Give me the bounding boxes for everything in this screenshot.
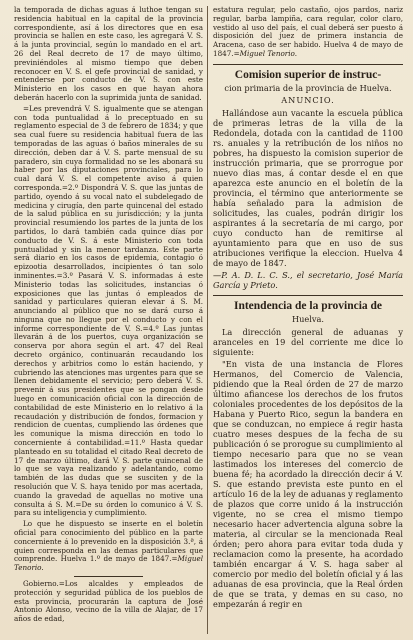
signature: =Miguel Tenorio. [233,48,297,58]
anuncio-label: ANUNCIO. [281,94,335,105]
description-text: estatura regular, pelo castaño, ojos pardos, nariz regular, barba lampiña, cara regular, color claro, vestido al uso del país, el cual deberá ser puesto á disposición del juez de primera instancia de Aracena, caso de ser habido. Huelva 4 de mayo de 1847. [213,6,403,58]
section-heading-intendencia: Intendencia de la provincia de [233,299,383,312]
right-column [213,6,403,634]
paragraph-aduanas-intro: La dirección general de aduanas y aranceles en 19 del corriente me dice lo siguiente: [213,326,403,357]
divider [213,295,403,296]
section-subheading-intendencia: Huelva. [292,313,324,324]
notice-text: Lo que he dispuesto se inserte en el boletín oficial para conocimiento del público en la parte concerniente á lo prevenido en la disposición 3.ª, á quien corresponda en las demas particulares que comprende. Huelva 1.º de mayo de 1847. [14,519,203,564]
paragraph-disposiciones: =Les prevendrá V. S. igualmente que se atengan con toda puntualidad á lo preceptuado en su reglamento especial de 3 de febrero de 1834; y que sea cual fuere su residencia habitual fuera de las temporadas de las aguas ó baños minerales de su dirección, deben dar á V. S. parte mensual de su paradero, sin cuya formalidad no se les abonará su haber por las diputaciones provinciales, para lo cual dará V. S. el competente aviso á quien corresponda.=2.º Dispondrá V. S. que las juntas de partido, oyendo á su vocal nato el subdelegado de medicina y cirugía, den parte quincenal del estado de la salud pública en su jurisdicción; y la junta provincial resumiendo los partes de la junta de los partidos, lo dará también cada quince días por conducto de V. S. á este Ministerio con toda puntualidad y sin la menor tardanza. Este parte será diario en los casos de epidemia, contagio ó epizootia desarrollados, incipientes ó tan solo inminentes.=3.º Pasará V. S. informadas á este Ministerio todas las solicitudes, instancias ó exposiciones que las juntas ó empleados de sanidad y particulares quieran elevar á S. M. anunciando al público que no se dará curso á ninguna que no llegue por el conducto y con el informe correspondiente de V. S.=4.º Las juntas llevarán á de los puertos, cuya organización se conserva por ahora según el art. 47 del Real decreto orgánico, continuarán recaudando los derechos y arbitrios como lo están haciendo, y cubriendo las atenciones mas urgentes para que se llenen debidamente el servicio; pero deberá V. S. prevenir á sus presidentes que se pongan desde luego en comunicación oficial con la dirección de contabilidad de este Ministerio en lo relativo á la recaudación y distribución de fondos, formacion y rendicion de cuentas, cumpliendo las órdenes que les comunique la misma dirección en todo lo concerniente á contabilidad.=11.º Hasta quedar planteado en su totalidad el citado Real decreto de 17 de marzo último, dará V. S. parte quincenal de lo que se vaya realizando y adelantando, como también de las dudas que se susciten y de la resolución que V. S. haya tenido por mas acertada, cuando la gravedad de aquellas no motive una consulta á S. M.=De su órden lo comunico á V. S. para su inteligencia y cumplimiento. [14,103,203,518]
paragraph-gobierno-captura: Gobierno.=Los alcaldes y empleados de protección y seguridad pública de los pueblos de esta provincia, procurarán la captura de José Antonio Alonso, vecino de la villa de Alajar, de 17 años de edad, [14,579,203,624]
paragraph-aduanas-instancia: "En vista de una instancia de Flores Hermanos, del Comercio de Valencia, pidiendo que la Real órden de 27 de marzo último afiancese los derechos de los frutos coloniales procedentes de los depósitos de la Habana y Puerto Rico, segun la bandera en que se conduzcan, no empiece á regir hasta cuatro meses despues de la fecha de su publicación ó se prorogue su cumplimiento al tiempo necesario para que no se vean lastimados los intereses del comercio de buena fé; ha acordado la dirección decir á V. S. que estando prevista este punto en el artículo 16 de la ley de aduanas y reglamento de plazos que corre unido á la instrucción vigente, no se crea el mismo tiempo necesario hacer advertencia alguna sobre la materia, al circular se la mencionada Real órden; pero ahora para evitar toda duda y reclamacion como la presente, ha acordado también encargar á V. S. haga saber al comercio por medio del boletín oficial y á las aduanas de esa provincia, que la Real órden de que se trata, y demas en su caso, no empezarán á regir en [213,358,403,609]
section-subheading-comision: cion primaria de la provincia de Huelva. [224,82,392,93]
signature-secretario: —P. A. D. L. C. S., el secretario, José María García y Prieto. [213,269,403,290]
paragraph-sanidad-directores: la temporada de dichas aguas á luthoe tengan su residencia habitual en la capital de la provincia correspondiente, así á los directores que en esa provincia se hallen en este caso, les agregará V. S. á la junta provincial, según lo mandado en el art. 26 del Real decreto de 17 de mayo último, previniéndoles al mismo tiempo que deben reconocer en V. S. el gefe provincial de sanidad, y entenderse por conducto de V. S. con este Ministerio en los casos en que hayan ahora deberán hacerlo con la suprimida junta de sanidad. [14,6,203,102]
column-rule [207,6,208,634]
paragraph-anuncio-escuela: Hallándose aun vacante la escuela pública de primeras letras de la villa de la Redondela, dotada con la cantidad de 1100 rs. anuales y la retribución de los niños no pobres, ha dispuesto la comision superior de instrucción primaria, que se prorrogue por nuevo dias mas, á contar desde el en que aparezca este anuncio en el boletín de la provincia, el término que anteriormente se había señalado para la admision de solicitudes, las cuales, podrán dirigir los aspirantes á la secretaría de mi cargo, por cuyo conducto han de remitirse al ayuntamiento para que en uso de sus atribuciones verifique la eleccion. Huelva 4 de mayo de 1847. [213,107,403,268]
divider [213,64,403,65]
section-heading-comision: Comision superior de instruc- [234,68,382,81]
divider [74,576,143,577]
paragraph-descripcion [213,6,403,59]
signature: =Miguel Tenorio. [14,554,203,573]
left-column [14,6,203,634]
paragraph-boletin-notice [14,520,203,573]
